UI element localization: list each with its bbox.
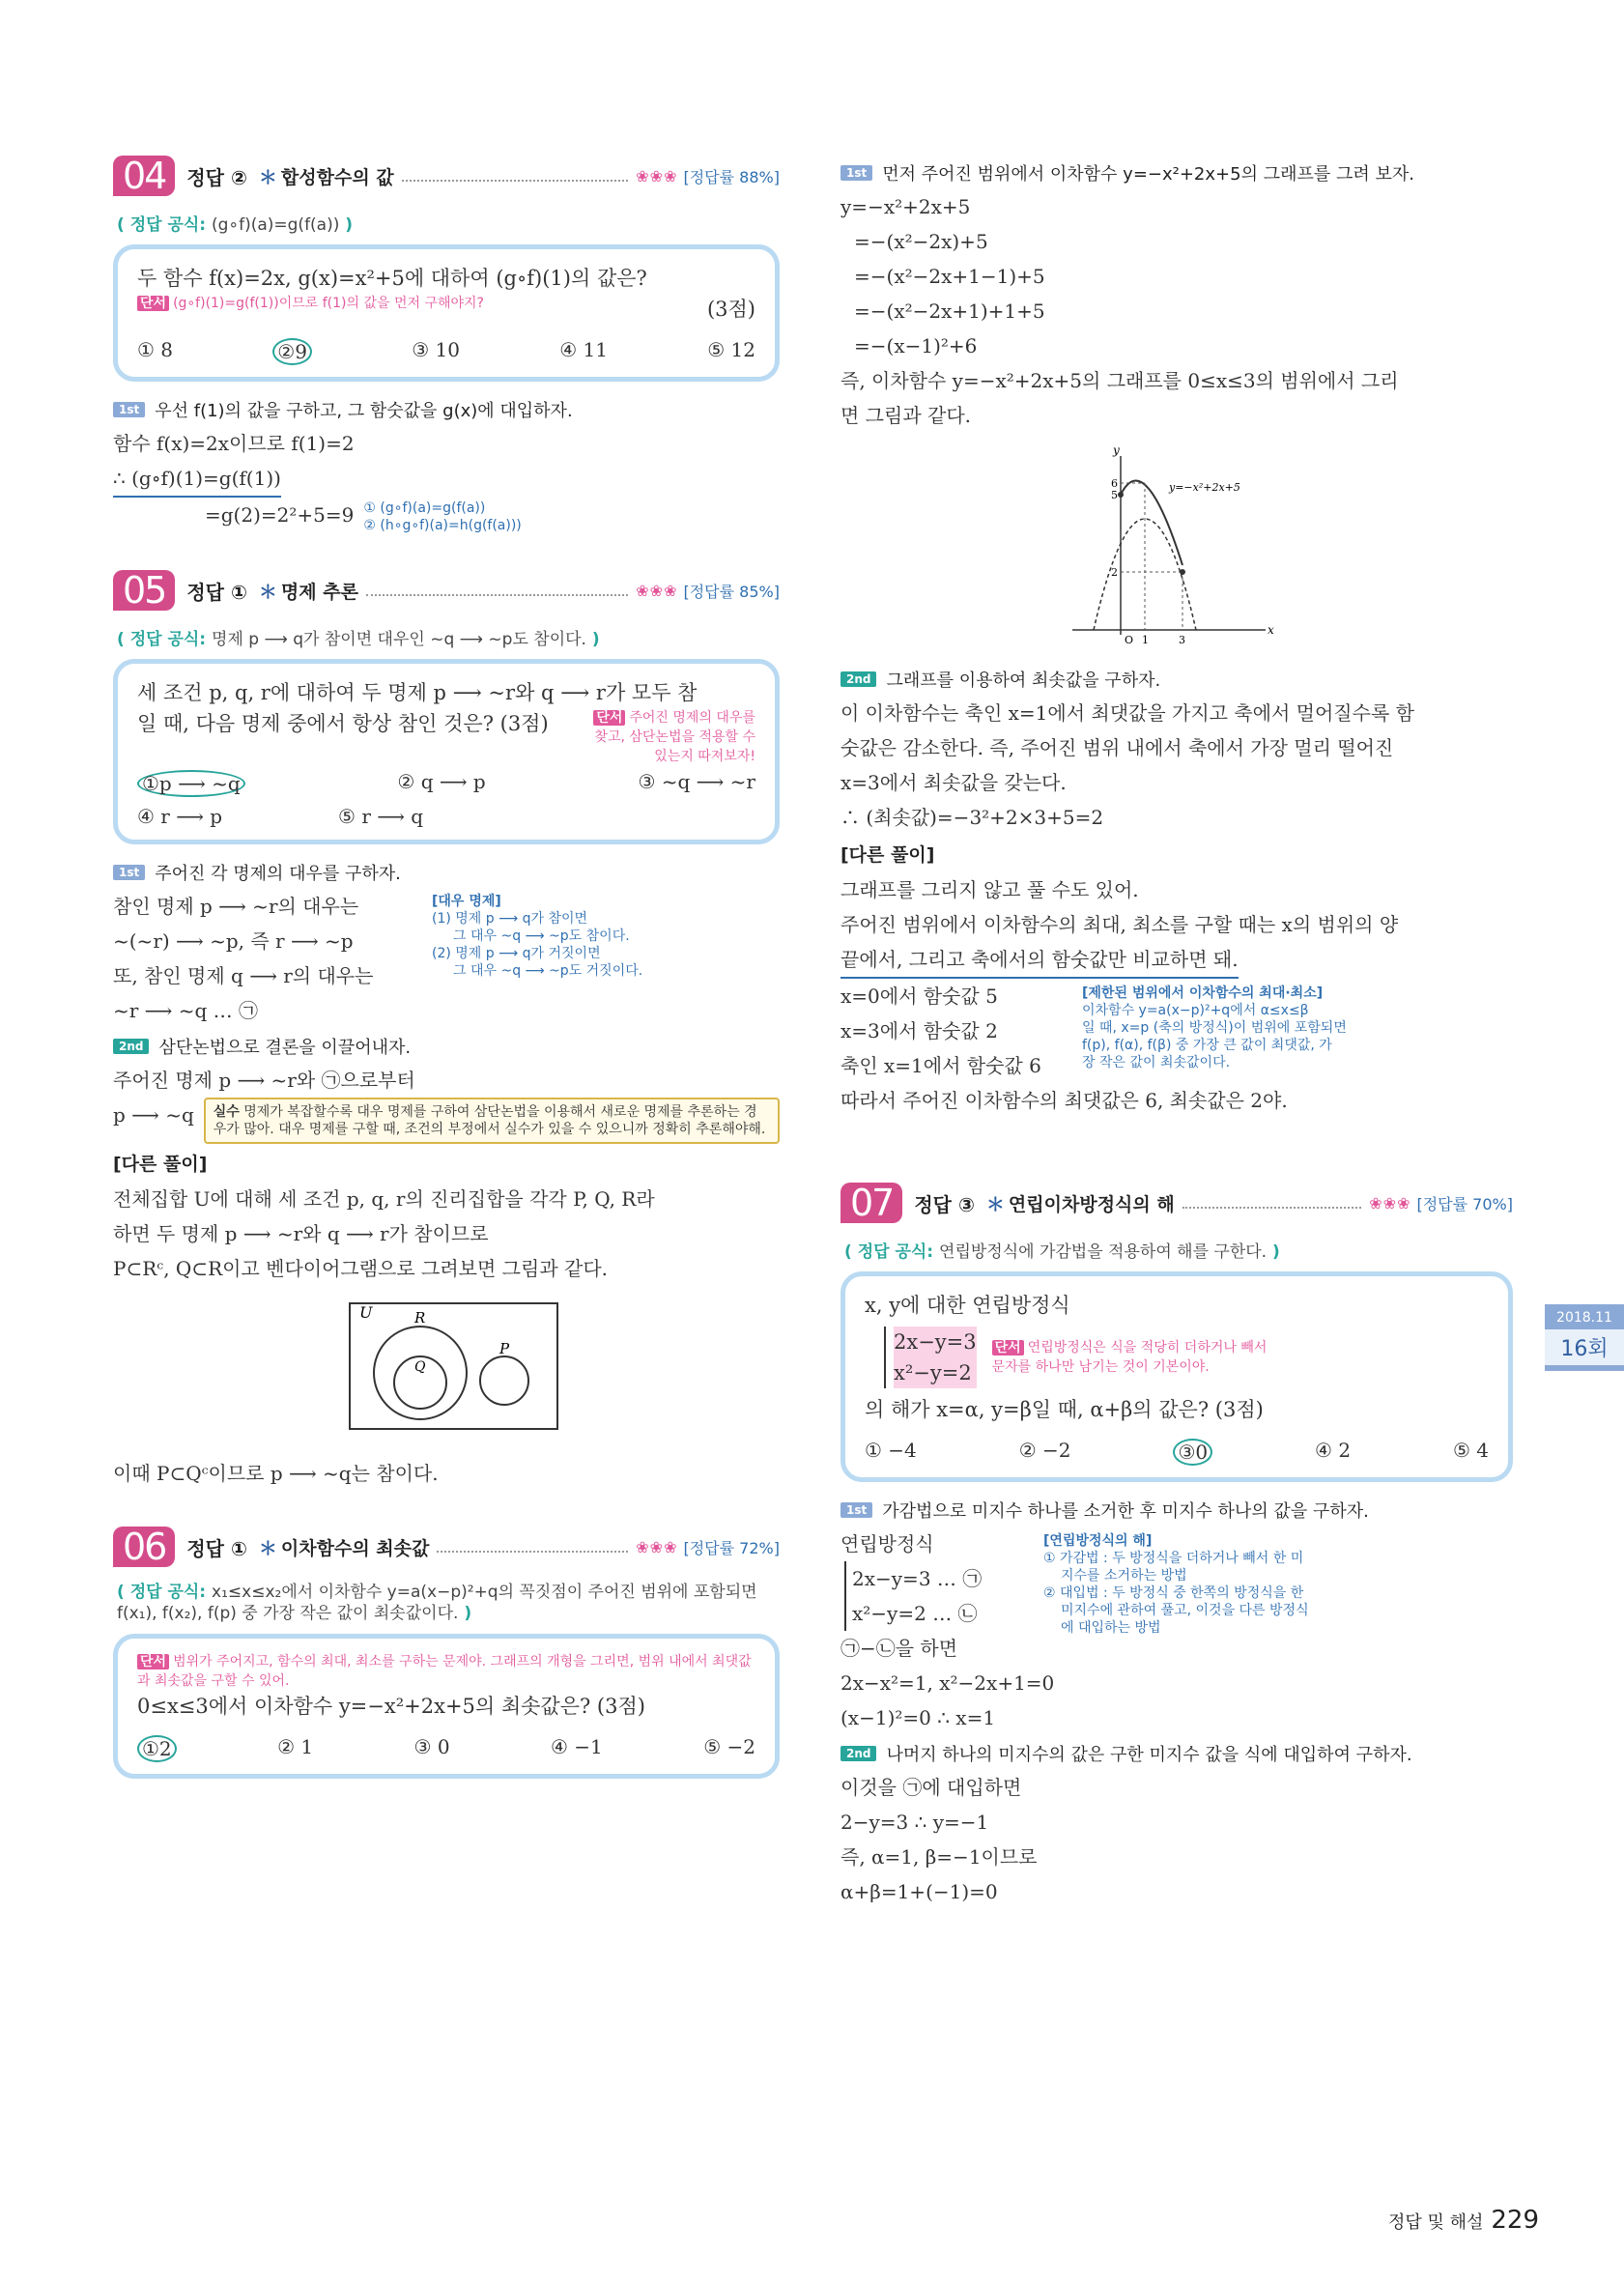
section-05-header bbox=[113, 569, 780, 612]
choice-2: ② −2 bbox=[1018, 1439, 1071, 1462]
correct-rate: [정답률 70%] bbox=[1416, 1194, 1513, 1213]
endpoint-marker bbox=[1180, 569, 1185, 575]
choice-2-selected: ②9 bbox=[272, 338, 312, 365]
step-tag: 1st bbox=[113, 865, 145, 880]
side-note: 미지수에 관하여 풀고, 이것을 다른 방정식 bbox=[1061, 1603, 1309, 1618]
step-2 bbox=[113, 1034, 780, 1059]
step-text: 그래프를 이용하여 최솟값을 구하자. bbox=[886, 671, 1161, 691]
solution-line: 즉, α=1, β=−1이므로 bbox=[840, 1845, 1038, 1869]
note-tag: 실수 bbox=[213, 1104, 240, 1120]
side-note: 에 대입하는 방법 bbox=[1061, 1620, 1161, 1636]
origin-label: O bbox=[1125, 634, 1134, 646]
solution-line: 끝에서, 그리고 축에서의 함숫값만 비교하면 돼. bbox=[840, 942, 1239, 979]
tick-label: 1 bbox=[1142, 634, 1149, 646]
hint bbox=[992, 1338, 1282, 1377]
choices bbox=[137, 338, 755, 365]
page-number: 229 bbox=[1491, 2206, 1539, 2235]
choice-3: ③ ~q ⟶ ~r bbox=[638, 770, 755, 793]
step-text: 먼저 주어진 범위에서 이차함수 y=−x²+2x+5의 그래프를 그려 보자. bbox=[882, 164, 1414, 185]
solution-line: ~(~r) ⟶ ~p, 즉 r ⟶ ~p bbox=[113, 929, 354, 953]
venn-label-u: U bbox=[359, 1303, 373, 1322]
step-2 bbox=[840, 667, 1513, 692]
endpoint-marker bbox=[1118, 492, 1124, 498]
tick-label: 5 bbox=[1111, 489, 1118, 501]
hint-tag: 단서 bbox=[593, 710, 625, 726]
hint-tag: 단서 bbox=[137, 1654, 169, 1669]
step-tag: 2nd bbox=[113, 1039, 149, 1054]
answer-label: 정답 ③ bbox=[914, 1192, 975, 1216]
footer-label: 정답 및 해설 bbox=[1387, 2212, 1484, 2233]
side-title: [연립방정식의 해] bbox=[1043, 1533, 1153, 1549]
side-note: 일 때, x=p (축의 방정식)이 범위에 포함되면 bbox=[1082, 1020, 1347, 1036]
side-note: (2) 명제 p ⟶ q가 거짓이면 bbox=[432, 946, 601, 961]
difficulty-stars: ❀❀❀ bbox=[636, 581, 678, 600]
solution-line: =−(x²−2x)+5 bbox=[854, 230, 988, 253]
question-text: 일 때, 다음 명제 중에서 항상 참인 것은? (3점) bbox=[137, 712, 549, 735]
solution-line: ∴ (g∘f)(1)=g(f(1)) bbox=[113, 461, 281, 498]
venn-label-p: P bbox=[499, 1340, 510, 1357]
section-04-header bbox=[113, 155, 780, 197]
side-note: ① (g∘f)(a)=g(f(a)) bbox=[363, 500, 486, 516]
correct-rate: [정답률 88%] bbox=[683, 167, 780, 186]
solution-line: 주어진 명제 p ⟶ ~r와 ㉠으로부터 bbox=[113, 1069, 415, 1092]
formula-text: 명제 p ⟶ q가 참이면 대우인 ~q ⟶ ~p도 참이다. bbox=[212, 630, 586, 649]
answer-formula: ( 정답 공식: (g∘f)(a)=g(f(a)) ) bbox=[117, 215, 354, 235]
hint-tag: 단서 bbox=[137, 296, 169, 311]
alt-solution-heading: [다른 풀이] bbox=[113, 1154, 208, 1175]
solution-line: =−(x²−2x+1)+1+5 bbox=[854, 300, 1045, 323]
venn-label-r: R bbox=[414, 1309, 426, 1327]
solution-line: P⊂Rᶜ, Q⊂R이고 벤다이어그램으로 그려보면 그림과 같다. bbox=[113, 1257, 608, 1280]
answer-formula: ( 정답 공식: x₁≤x≤x₂에서 이차함수 y=a(x−p)²+q의 꼭짓점이 주어진 범위에 포함되면 f(x₁), f(x₂), f(p) 중 가장 작은 값이 최솟값이다. ) bbox=[117, 1583, 757, 1623]
answer-formula: ( 정답 공식: 명제 p ⟶ q가 참이면 대우인 ~q ⟶ ~p도 참이다. ) bbox=[117, 630, 600, 649]
solution-line: 하면 두 명제 p ⟶ ~r와 q ⟶ r가 참이므로 bbox=[113, 1222, 489, 1245]
choice-5: ⑤ r ⟶ q bbox=[338, 805, 424, 828]
correct-rate: [정답률 85%] bbox=[683, 582, 780, 601]
choice-2: ② q ⟶ p bbox=[397, 770, 486, 793]
question-text: x, y에 대한 연립방정식 bbox=[865, 1294, 1070, 1317]
solution-line: 이것을 ㉠에 대입하면 bbox=[840, 1776, 1022, 1799]
points: (3점) bbox=[706, 298, 755, 321]
topic-title: ＊ 이차함수의 최솟값 bbox=[259, 1534, 429, 1560]
step-1 bbox=[113, 860, 780, 885]
alt-solution-heading: [다른 풀이] bbox=[840, 844, 935, 866]
solution-line: 주어진 범위에서 이차함수의 최대, 최소를 구할 때는 x의 범위의 양 bbox=[840, 913, 1399, 936]
choice-1-selected: ①2 bbox=[137, 1735, 177, 1762]
question-box-05 bbox=[113, 659, 780, 844]
choices bbox=[865, 1439, 1489, 1466]
solution-line: 2x−x²=1, x²−2x+1=0 bbox=[840, 1671, 1055, 1695]
solution-line: ∴ (최솟값)=−3²+2×3+5=2 bbox=[840, 806, 1104, 829]
formula-label: 정답 공식: bbox=[857, 1242, 934, 1262]
dot-leader bbox=[402, 170, 629, 182]
side-tab bbox=[1545, 1304, 1624, 1371]
solution-line: x=3에서 최솟값을 갖는다. bbox=[840, 771, 1067, 794]
step-text: 우선 f(1)의 값을 구하고, 그 함숫값을 g(x)에 대입하자. bbox=[155, 401, 573, 421]
equation-2: x²−y=2 bbox=[894, 1357, 977, 1388]
solution-line: 연립방정식 bbox=[840, 1532, 934, 1555]
topic-title: ＊ 명제 추론 bbox=[259, 578, 358, 604]
question-box-07 bbox=[840, 1271, 1513, 1482]
choice-1: ① −4 bbox=[865, 1439, 917, 1462]
x-axis-label: x bbox=[1268, 623, 1274, 637]
choice-5: ⑤ −2 bbox=[703, 1735, 755, 1758]
venn-diagram bbox=[113, 1294, 780, 1439]
hint bbox=[591, 708, 755, 766]
side-note: (1) 명제 p ⟶ q가 참이면 bbox=[432, 911, 588, 927]
section-number: 04 bbox=[113, 156, 175, 196]
side-title: [제한된 범위에서 이차함수의 최대·최소] bbox=[1082, 985, 1324, 1001]
formula-label: 정답 공식: bbox=[129, 215, 207, 235]
solution-line: 즉, 이차함수 y=−x²+2x+5의 그래프를 0≤x≤3의 범위에서 그리 bbox=[840, 369, 1399, 392]
choice-3-selected: ③0 bbox=[1173, 1439, 1212, 1466]
solution-line: ㉠−㉡을 하면 bbox=[840, 1637, 958, 1660]
dot-leader bbox=[1182, 1197, 1362, 1209]
answer-label: 정답 ② bbox=[186, 165, 247, 189]
choices bbox=[137, 1735, 755, 1762]
solution-line: =g(2)=2²+5=9 bbox=[205, 503, 355, 527]
side-note: 그 대우 ~q ⟶ ~p도 거짓이다. bbox=[453, 963, 643, 979]
solution-line: 2x−y=3 … ㉠ bbox=[852, 1567, 983, 1590]
y-axis-label: y bbox=[1113, 443, 1120, 457]
answer-label: 정답 ① bbox=[186, 580, 247, 604]
side-note: 그 대우 ~q ⟶ ~p도 참이다. bbox=[453, 928, 630, 944]
choice-5: ⑤ 4 bbox=[1452, 1439, 1489, 1462]
hint-text: 범위가 주어지고, 함수의 최대, 최소를 구하는 문제야. 그래프의 개형을 그리면, 범위 내에서 최댓값과 최솟값을 구할 수 있어. bbox=[137, 1654, 752, 1689]
difficulty-stars: ❀❀❀ bbox=[636, 1537, 678, 1556]
section-number: 07 bbox=[840, 1183, 902, 1223]
difficulty-stars: ❀❀❀ bbox=[1369, 1193, 1411, 1213]
question-box-06 bbox=[113, 1634, 780, 1779]
choice-3: ③ 10 bbox=[412, 338, 460, 361]
choice-4: ④ −1 bbox=[551, 1735, 603, 1758]
side-note: 이차함수 y=a(x−p)²+q에서 α≤x≤β bbox=[1082, 1003, 1309, 1018]
choice-3: ③ 0 bbox=[413, 1735, 450, 1758]
difficulty-stars: ❀❀❀ bbox=[636, 166, 678, 185]
step-2 bbox=[840, 1741, 1513, 1766]
answer-formula: ( 정답 공식: 연립방정식에 가감법을 적용하여 해를 구한다. ) bbox=[844, 1242, 1280, 1262]
question-box-04 bbox=[113, 244, 780, 382]
hint bbox=[137, 294, 484, 325]
solution-line: 그래프를 그리지 않고 풀 수도 있어. bbox=[840, 878, 1139, 901]
dot-leader bbox=[366, 585, 628, 596]
solution-line: 전체집합 U에 대해 세 조건 p, q, r의 진리집합을 각각 P, Q, R라 bbox=[113, 1187, 655, 1211]
right-column bbox=[840, 155, 1513, 1909]
hint-text: 주어진 명제의 대우를 찾고, 삼단논법을 적용할 수 있는지 따져보자! bbox=[594, 710, 755, 764]
solution-line: p ⟶ ~q bbox=[113, 1103, 194, 1127]
venn-set-p bbox=[480, 1356, 528, 1405]
choice-1: ① 8 bbox=[137, 338, 174, 361]
formula-label: 정답 공식: bbox=[129, 1583, 207, 1602]
curve-label: y=−x²+2x+5 bbox=[1169, 481, 1240, 494]
step-text: 나머지 하나의 미지수의 값은 구한 미지수 값을 식에 대입하여 구하자. bbox=[886, 1745, 1412, 1765]
section-number: 05 bbox=[113, 570, 175, 611]
choice-4: ④ r ⟶ p bbox=[137, 805, 223, 828]
formula-text: 연립방정식에 가감법을 적용하여 해를 구한다. bbox=[939, 1242, 1268, 1262]
solution-line: α+β=1+(−1)=0 bbox=[840, 1880, 998, 1903]
question-text: 두 함수 f(x)=2x, g(x)=x²+5에 대하여 (g∘f)(1)의 값은? bbox=[137, 267, 647, 290]
step-tag: 1st bbox=[840, 165, 872, 181]
solution-line: x=0에서 함숫값 5 bbox=[840, 985, 998, 1008]
tab-round: 16회 bbox=[1545, 1329, 1624, 1365]
solution-line: =−(x−1)²+6 bbox=[854, 334, 978, 357]
parabola-graph bbox=[840, 437, 1513, 649]
mistake-note bbox=[204, 1098, 780, 1144]
step-tag: 1st bbox=[113, 402, 145, 417]
question-text: 0≤x≤3에서 이차함수 y=−x²+2x+5의 최솟값은? (3점) bbox=[137, 1695, 645, 1718]
venn-universe bbox=[350, 1303, 557, 1429]
hint-text: 연립방정식은 식을 적당히 더하거나 빼서 문자를 하나만 남기는 것이 기본이야. bbox=[991, 1340, 1268, 1375]
step-1 bbox=[840, 1498, 1513, 1523]
tab-date: 2018.11 bbox=[1556, 1310, 1612, 1326]
solution-line: 이 이차함수는 축인 x=1에서 최댓값을 가지고 축에서 멀어질수록 함 bbox=[840, 701, 1414, 725]
solution-line: y=−x²+2x+5 bbox=[840, 195, 971, 218]
step-text: 주어진 각 명제의 대우를 구하자. bbox=[155, 864, 401, 884]
solution-line: 면 그림과 같다. bbox=[840, 404, 971, 427]
side-note: ② (h∘g∘f)(a)=h(g(f(a))) bbox=[363, 518, 522, 533]
solution-line: ~r ⟶ ~q … ㉠ bbox=[113, 999, 258, 1022]
note-text: 명제가 복잡할수록 대우 명제를 구하여 삼단논법을 이용해서 새로운 명제를 추론하는 경우가 많아. 대우 명제를 구할 때, 조건의 부정에서 실수가 있을 수 있으니까 정확히 추론해야해. bbox=[213, 1104, 766, 1137]
solution-line: 따라서 주어진 이차함수의 최댓값은 6, 최솟값은 2야. bbox=[840, 1089, 1288, 1112]
question-text: 세 조건 p, q, r에 대하여 두 명제 p ⟶ ~r와 q ⟶ r가 모두 참 bbox=[137, 681, 698, 704]
solution-line: 이때 P⊂Qᶜ이므로 p ⟶ ~q는 참이다. bbox=[113, 1462, 439, 1485]
step-tag: 2nd bbox=[840, 671, 876, 687]
solution-line: 또, 참인 명제 q ⟶ r의 대우는 bbox=[113, 964, 374, 987]
step-text: 가감법으로 미지수 하나를 소거한 후 미지수 하나의 값을 구하자. bbox=[882, 1501, 1369, 1522]
question-text: 의 해가 x=α, y=β일 때, α+β의 값은? (3점) bbox=[865, 1398, 1264, 1421]
hint-text: (g∘f)(1)=g(f(1))이므로 f(1)의 값을 먼저 구해야지? bbox=[173, 296, 484, 311]
formula-label: 정답 공식: bbox=[129, 630, 207, 649]
side-title: [대우 명제] bbox=[432, 894, 501, 909]
solution-line: 함수 f(x)=2x이므로 f(1)=2 bbox=[113, 432, 355, 455]
hint-tag: 단서 bbox=[992, 1340, 1024, 1356]
choices bbox=[137, 805, 755, 828]
formula-text: (g∘f)(a)=g(f(a)) bbox=[212, 215, 340, 235]
left-column bbox=[113, 155, 780, 1794]
correct-rate: [정답률 72%] bbox=[683, 1538, 780, 1557]
section-07-header bbox=[840, 1182, 1513, 1224]
solution-line: 축인 x=1에서 함숫값 6 bbox=[840, 1054, 1041, 1077]
topic-title: ＊ 연립이차방정식의 해 bbox=[986, 1190, 1175, 1216]
hint bbox=[137, 1652, 755, 1691]
solution-line: 참인 명제 p ⟶ ~r의 대우는 bbox=[113, 895, 359, 918]
step-tag: 1st bbox=[840, 1502, 872, 1518]
choice-5: ⑤ 12 bbox=[707, 338, 755, 361]
page-footer bbox=[1388, 2206, 1539, 2235]
side-note: ② 대입법 : 두 방정식 중 한쪽의 방정식을 한 bbox=[1043, 1585, 1304, 1601]
step-1 bbox=[113, 397, 780, 422]
solution-line: x²−y=2 … ㉡ bbox=[852, 1602, 978, 1625]
tick-label: 6 bbox=[1111, 477, 1118, 490]
dot-leader bbox=[437, 1541, 628, 1553]
side-note: f(p), f(α), f(β) 중 가장 큰 값이 최댓값, 가 bbox=[1082, 1038, 1332, 1053]
solution-line: x=3에서 함숫값 2 bbox=[840, 1019, 998, 1042]
choice-4: ④ 2 bbox=[1315, 1439, 1352, 1462]
solution-line: 2−y=3 ∴ y=−1 bbox=[840, 1811, 989, 1834]
step-text: 삼단논법으로 결론을 이끌어내자. bbox=[158, 1038, 412, 1058]
tick-label: 2 bbox=[1111, 566, 1118, 579]
choice-1-selected: ①p ⟶ ~q bbox=[137, 770, 245, 797]
equation-1: 2x−y=3 bbox=[894, 1327, 977, 1357]
venn-label-q: Q bbox=[414, 1359, 426, 1375]
solution-line: (x−1)²=0 ∴ x=1 bbox=[840, 1706, 996, 1729]
side-note: 장 작은 값이 최솟값이다. bbox=[1082, 1055, 1231, 1070]
answer-label: 정답 ① bbox=[186, 1536, 247, 1560]
step-tag: 2nd bbox=[840, 1746, 876, 1761]
topic-title: ＊ 합성함수의 값 bbox=[259, 163, 394, 189]
choice-2: ② 1 bbox=[277, 1735, 314, 1758]
section-06-header bbox=[113, 1526, 780, 1568]
choice-4: ④ 11 bbox=[559, 338, 608, 361]
choices bbox=[137, 770, 755, 797]
side-note: 지수를 소거하는 방법 bbox=[1061, 1568, 1187, 1584]
side-note: ① 가감법 : 두 방정식을 더하거나 빼서 한 미 bbox=[1043, 1551, 1304, 1566]
tick-label: 3 bbox=[1179, 634, 1185, 646]
solution-line: 숫값은 감소한다. 즉, 주어진 범위 내에서 축에서 가장 멀리 떨어진 bbox=[840, 736, 1394, 759]
solution-line: =−(x²−2x+1−1)+5 bbox=[854, 265, 1045, 288]
formula-text: x₁≤x≤x₂에서 이차함수 y=a(x−p)²+q의 꼭짓점이 주어진 범위에 포함되면 f(x₁), f(x₂), f(p) 중 가장 작은 값이 최솟값이다. bbox=[117, 1583, 757, 1623]
section-number: 06 bbox=[113, 1527, 175, 1567]
step-1 bbox=[840, 160, 1513, 185]
